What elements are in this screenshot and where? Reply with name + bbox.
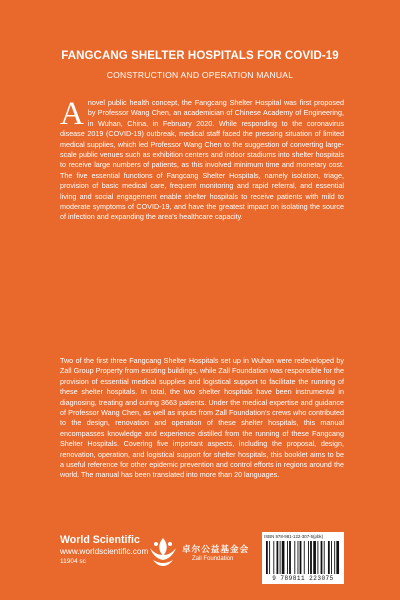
description-paragraph-2: Two of the first three Fangcang Shelter Hospitals set up in Wuhan were redeveloped by Zall Group Property from existing buildings, while Zall Foundation was responsible for the provision of essential medical supplies and logistical support to facilitate the running of these shelter hospitals. In total, the two shelter hospitals have been instrumental in diagnosing, treating and curing 3663 patients. Under the medical expertise and guidance of Professor Wang Chen, as well as inputs from Zall Foundation's crews who contributed to the design, renovation and operation of these shelter hospitals, this manual encompasses knowledge and experience distilled from the running of these Fangcang Shelter Hospitals. Covering five important aspects, including the proposal, design, renovation, operation, and logistical support for shelter hospitals, this booklet aims to be a useful reference for other epidemic prevention and control efforts in regions around the world. The manual has been translated into more than 20 languages. <box>60 356 344 480</box>
foundation-logo <box>145 534 255 572</box>
book-subtitle: CONSTRUCTION AND OPERATION MANUAL <box>106 70 294 80</box>
barcode-icon <box>266 541 340 574</box>
description-paragraph-1 <box>60 98 344 223</box>
publisher-url: www.worldscientific.com <box>60 547 149 556</box>
drop-cap: A <box>60 96 84 132</box>
foundation-name-cn: 卓尔公益基金会 <box>182 544 250 554</box>
isbn-barcode-box <box>262 532 344 584</box>
publisher-code: 11904 sc <box>60 558 86 565</box>
foundation-name-en: Zall Foundation <box>192 556 234 562</box>
publisher-name: World Scientific <box>60 534 140 546</box>
paragraph-1-text: novel public health concept, the Fangcang Shelter Hospital was first proposed by Professor Wang Chen, an academician of Chinese Academy of Engineering, in Wuhan, China, in February 2020. While responding to the coronavirus disease 2019 (COVID-19) outbreak, medical staff faced the pressing situation of limited medical supplies, which led Professor Wang Chen to the suggestion of converting large-scale public venues such as exhibition centers and indoor stadiums into shelter hospitals to receive large numbers of patients, as this involved minimum time and monetary cost. The five essential functions of Fangcang Shelter Hospitals, namely isolation, triage, provision of basic medical care, frequent monitoring and rapid referral, and essential living and social engagement enable shelter hospitals to receive patients with mild to moderate symptoms of COVID-19, and have the greatest impact on isolating the source of infection and expanding the area's healthcare capacity. <box>60 98 344 222</box>
zall-logo-icon <box>145 534 181 570</box>
book-title: FANGCANG SHELTER HOSPITALS FOR COVID-19 <box>61 50 339 62</box>
isbn-text: ISBN 978-981-122-307-5(pbk) <box>264 534 324 539</box>
barcode-number: 9 789811 223075 <box>272 575 334 582</box>
publisher-block <box>60 534 148 566</box>
